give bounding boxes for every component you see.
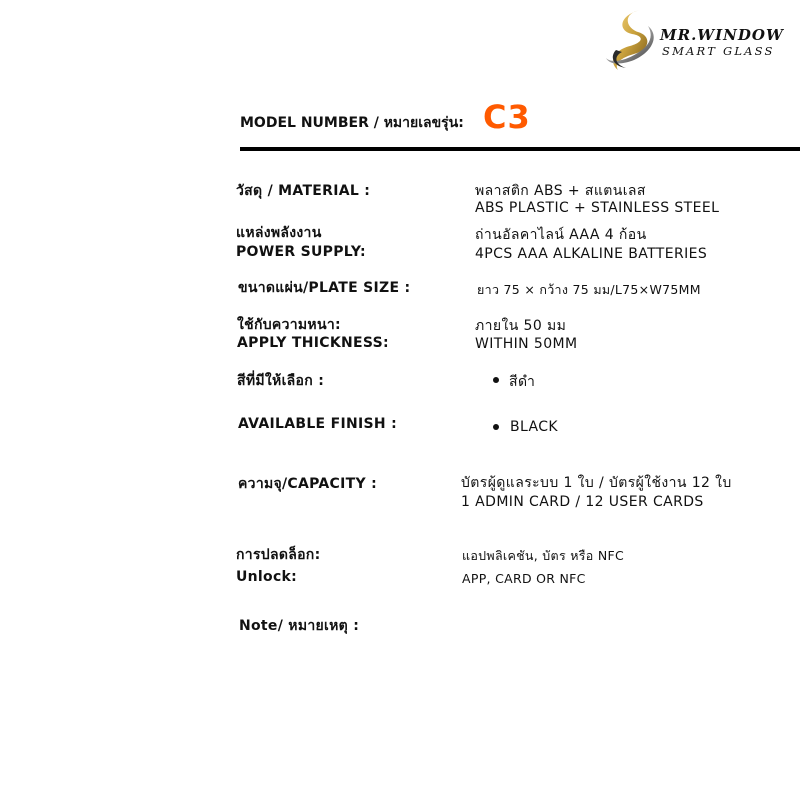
capacity-label: ความจุ/CAPACITY :	[238, 476, 377, 492]
capacity-value-th: บัตรผู้ดูแลระบบ 1 ใบ / บัตรผู้ใช้งาน 12 ใบ	[461, 475, 732, 491]
thickness-value-th: ภายใน 50 มม	[475, 318, 567, 334]
bullet-icon	[493, 424, 499, 430]
unlock-value-en: APP, CARD OR NFC	[462, 571, 586, 586]
plate-size-value: ยาว 75 × กว้าง 75 มม/L75×W75MM	[477, 282, 701, 297]
unlock-label-th: การปลดล็อก:	[236, 547, 321, 563]
model-number-label: MODEL NUMBER / หมายเลขรุ่น:	[240, 115, 464, 131]
bullet-icon	[493, 377, 499, 383]
unlock-value-th: แอปพลิเคชัน, บัตร หรือ NFC	[462, 548, 625, 563]
power-value-en: 4PCS AAA ALKALINE BATTERIES	[475, 246, 708, 262]
material-value-en: ABS PLASTIC + STAINLESS STEEL	[475, 200, 720, 216]
note-label: Note/ หมายเหตุ :	[239, 618, 360, 634]
brand-swirl-icon	[604, 6, 664, 72]
plate-size-label: ขนาดแผ่น/PLATE SIZE :	[238, 280, 411, 296]
thickness-label-en: APPLY THICKNESS:	[237, 335, 389, 351]
material-value-th: พลาสติก ABS + สแตนเลส	[475, 183, 646, 199]
header-divider	[240, 147, 800, 151]
unlock-label-en: Unlock:	[236, 569, 298, 585]
thickness-label-th: ใช้กับความหนา:	[237, 317, 341, 333]
power-label-th: แหล่งพลังงาน	[236, 225, 322, 241]
capacity-value-en: 1 ADMIN CARD / 12 USER CARDS	[461, 494, 704, 510]
brand-tagline: SMART GLASS	[662, 44, 775, 58]
finish-label-en: AVAILABLE FINISH :	[238, 416, 397, 432]
model-number-value: C3	[483, 98, 531, 136]
finish-value-en: BLACK	[510, 419, 559, 435]
finish-label-th: สีที่มีให้เลือก :	[237, 373, 325, 389]
power-value-th: ถ่านอัลคาไลน์ AAA 4 ก้อน	[475, 227, 647, 243]
finish-value-th: สีดำ	[509, 374, 536, 390]
power-label-en: POWER SUPPLY:	[236, 244, 366, 260]
brand-name: MR.WINDOW	[660, 26, 784, 44]
material-label: วัสดุ / MATERIAL :	[236, 183, 371, 199]
thickness-value-en: WITHIN 50MM	[475, 336, 578, 352]
brand-logo	[604, 6, 800, 72]
